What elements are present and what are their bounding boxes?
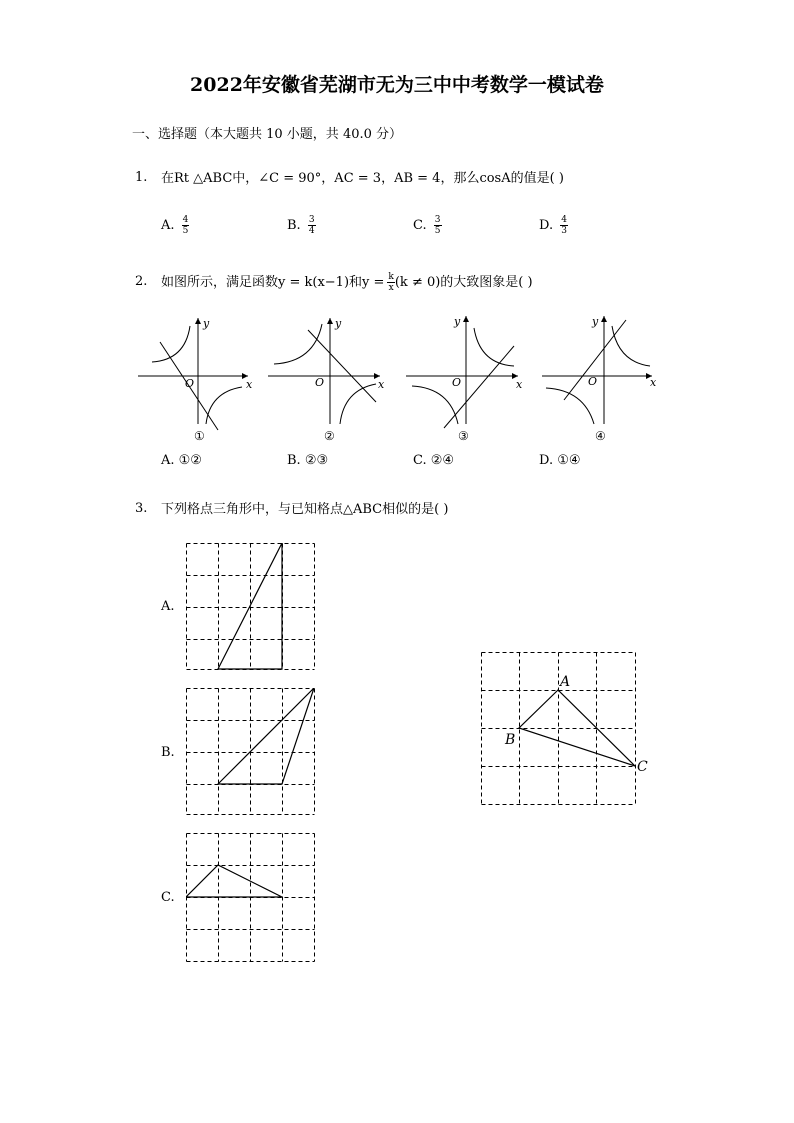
option-label: A. xyxy=(161,218,175,233)
hyperbola-branch xyxy=(340,384,376,424)
y-axis-label: y xyxy=(454,315,461,328)
y-axis-label: y xyxy=(592,315,599,328)
q2-option-b[interactable]: B. ②③ xyxy=(287,453,329,468)
x-axis-label: x xyxy=(516,378,523,391)
option-label: D. xyxy=(539,218,554,233)
grid-b xyxy=(186,688,316,816)
q3-number: 3. xyxy=(135,501,148,516)
vertex-label-b: B xyxy=(505,732,516,748)
q1-option-b[interactable] xyxy=(287,215,316,236)
option-label: B. xyxy=(287,218,301,233)
hyperbola-branch xyxy=(274,324,322,364)
graph-label-2: ② xyxy=(324,429,335,443)
fraction: $\frac{3}{5}$ xyxy=(434,215,441,236)
q1-number: 1. xyxy=(135,170,148,185)
hyperbola-branch xyxy=(612,326,650,366)
x-axis-label: x xyxy=(650,376,657,389)
section-heading: 一、选择题（本大题共 10 小题，共 40.0 分） xyxy=(132,127,403,142)
q3-option-b[interactable]: B. xyxy=(161,745,175,760)
q3-option-c[interactable]: C. xyxy=(161,890,175,905)
fraction: $\frac{4}{3}$ xyxy=(561,215,567,236)
q1-option-d[interactable] xyxy=(539,215,568,236)
reference-grid xyxy=(478,650,653,808)
hyperbola-branch xyxy=(546,388,594,424)
origin-label: O xyxy=(185,377,195,390)
q2-option-c[interactable]: C. ②④ xyxy=(413,453,455,468)
q1-text: 在Rt △ABC中，∠C = 90°，AC = 3，AB = 4，那么cosA的值是( ) xyxy=(161,171,564,186)
graph-label-3: ③ xyxy=(458,429,469,443)
graph-3 xyxy=(406,315,523,428)
grid-a xyxy=(186,543,316,671)
x-axis-label: x xyxy=(246,378,253,391)
vertex-label-c: C xyxy=(637,759,648,775)
graph-label-1: ① xyxy=(194,429,205,443)
option-label: C. xyxy=(413,218,427,233)
y-axis-label: y xyxy=(203,317,210,330)
origin-label: O xyxy=(588,375,598,388)
graph-label-4: ④ xyxy=(595,429,606,443)
x-axis-label: x xyxy=(378,378,385,391)
vertex-label-a: A xyxy=(560,674,571,690)
origin-label: O xyxy=(315,376,325,389)
origin-label: O xyxy=(452,376,462,389)
q2-option-d[interactable]: D. ①④ xyxy=(539,453,581,468)
q2-number: 2. xyxy=(135,274,148,289)
triangle-c xyxy=(186,865,282,897)
q2-option-a[interactable]: A. ①② xyxy=(161,453,202,468)
q1-option-a[interactable] xyxy=(161,215,189,236)
q2-text: 如图所示，满足函数y = k(x−1)和y = $\frac{k}{x}$ (k ≠ 0)的大致图象是( ) xyxy=(161,272,533,293)
y-axis-label: y xyxy=(335,317,342,330)
graph-2 xyxy=(268,317,385,424)
graph-4 xyxy=(542,315,657,424)
line-graph xyxy=(308,330,376,402)
triangle-b xyxy=(218,688,314,784)
q2-graphs xyxy=(130,312,670,447)
fraction: $\frac{3}{4}$ xyxy=(308,215,315,236)
q1-option-c[interactable] xyxy=(413,215,442,236)
page-title: 2022年安徽省芜湖市无为三中中考数学一模试卷 xyxy=(190,74,604,96)
fraction: $\frac{4}{5}$ xyxy=(182,215,189,236)
hyperbola-branch xyxy=(412,386,458,424)
q3-text: 下列格点三角形中，与已知格点△ABC相似的是( ) xyxy=(161,502,449,517)
hyperbola-branch xyxy=(474,328,514,366)
fraction: $\frac{k}{x}$ xyxy=(388,272,394,293)
hyperbola-branch xyxy=(152,326,190,362)
q3-option-a[interactable]: A. xyxy=(161,599,175,614)
grid-c xyxy=(186,833,316,963)
line-graph xyxy=(564,320,626,400)
line-graph xyxy=(160,342,218,430)
graph-1 xyxy=(138,317,253,430)
hyperbola-branch xyxy=(206,387,242,424)
